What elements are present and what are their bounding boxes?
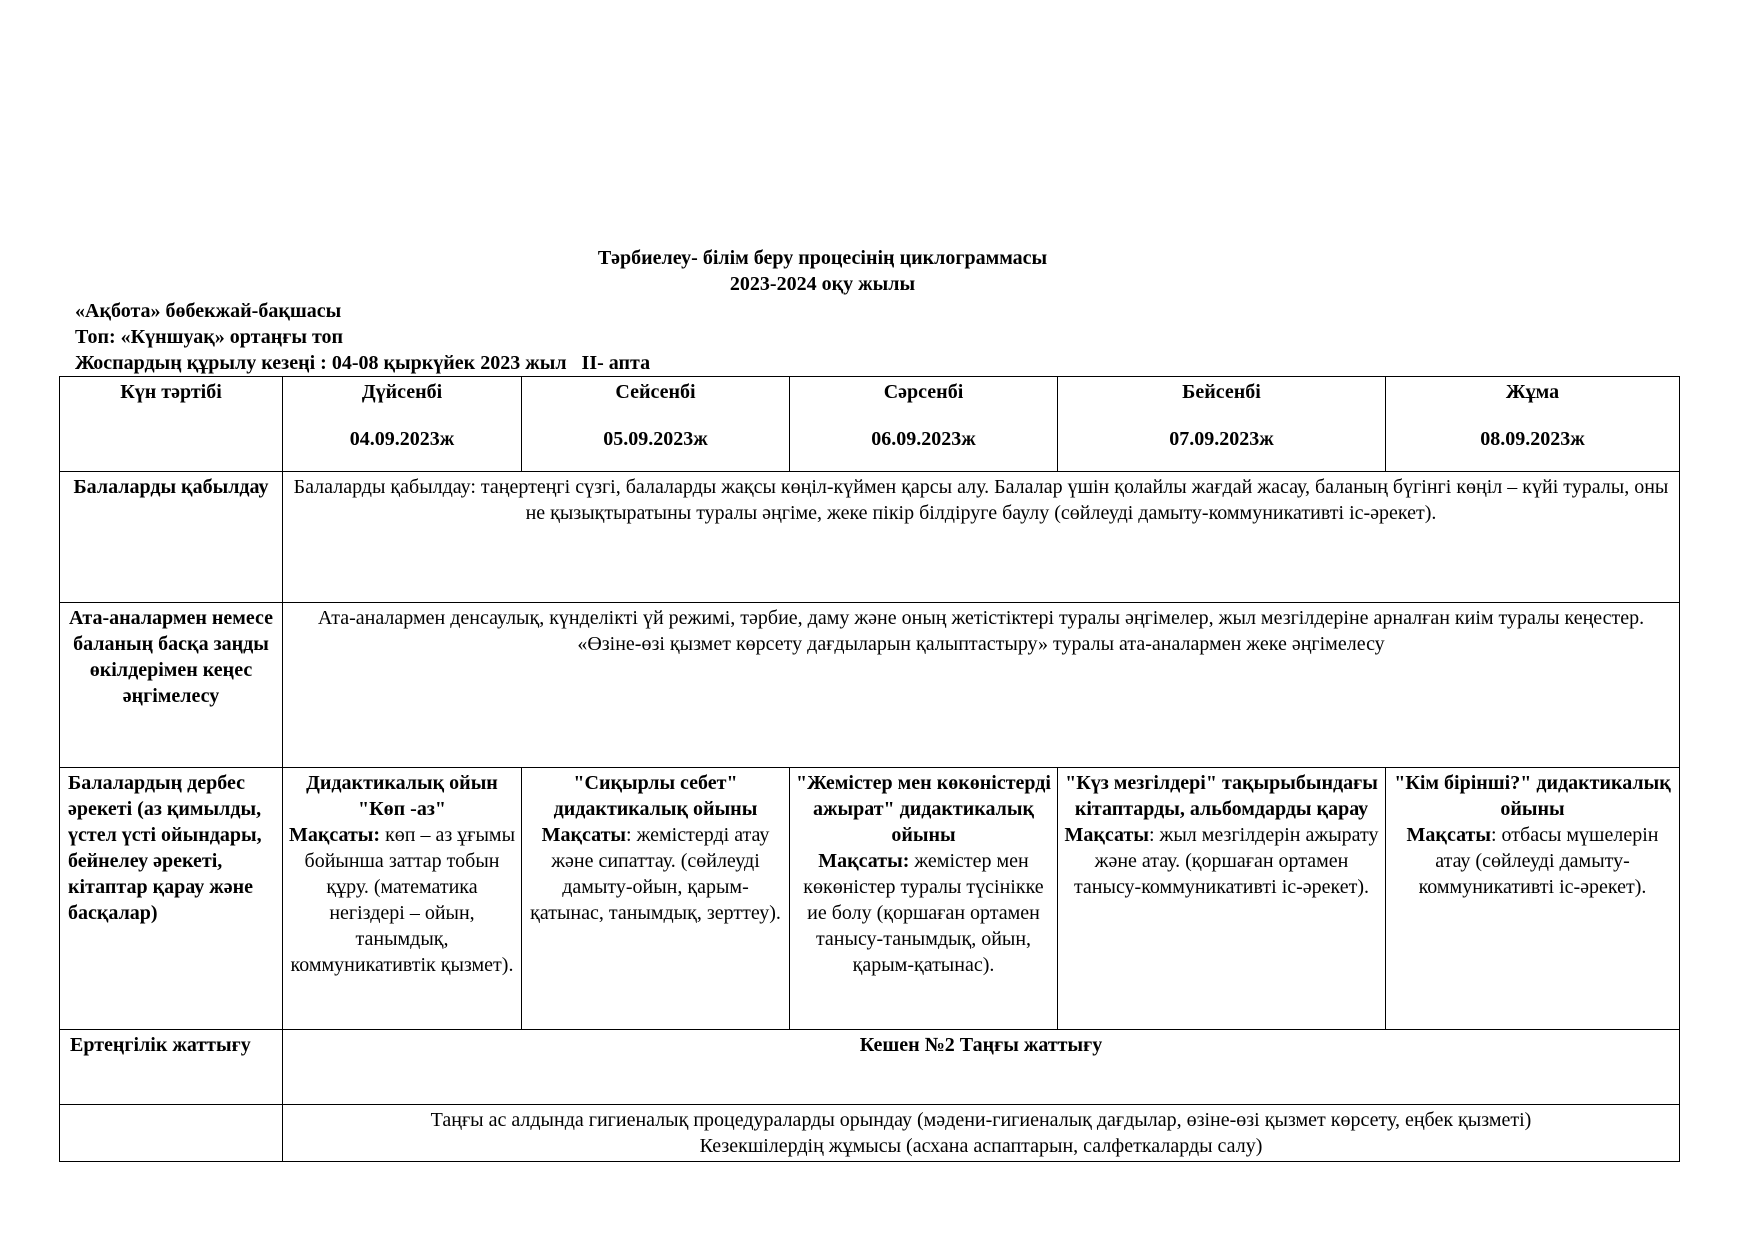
goal-label: Мақсаты <box>1064 824 1149 846</box>
parents-line-2: «Өзіне-өзі қызмет көрсету дағдыларын қалыптастыру» туралы ата-аналармен жеке әңгімелесу <box>577 633 1385 655</box>
academic-year: 2023-2024 оқу жылы <box>729 273 916 295</box>
row-label-parents: Ата-аналармен немесе баланың басқа заңды өкілдерімен кеңес әңгімелесу <box>60 603 283 768</box>
row-exercise <box>60 1030 1680 1105</box>
col-header-schedule: Күн тәртібі <box>60 377 283 472</box>
activity-title: "Сиқырлы себет" дидактикалық ойыны <box>553 772 758 820</box>
activity-goal <box>1062 822 1381 900</box>
goal-text: көп – аз ұғымы бойынша заттар тобын құру. (математика негіздері – ойын, танымдық, коммуникативтік қызмет). <box>290 824 516 976</box>
day-date: 08.09.2023ж <box>1480 428 1585 450</box>
col-header-friday <box>1386 377 1680 472</box>
day-name: Жұма <box>1505 381 1560 403</box>
goal-label: Мақсаты: <box>288 824 381 846</box>
activity-goal <box>526 822 785 926</box>
hygiene-line-1: Таңғы ас алдында гигиеналық процедураларды орындау (мәдени-гигиеналық дағдылар, өзіне-өзі қызмет көрсету, еңбек қызметі) <box>430 1109 1532 1131</box>
row-label-exercise: Ертеңгілік жаттығу <box>60 1030 283 1105</box>
activity-friday <box>1386 768 1680 1030</box>
exercise-content: Кешен №2 Таңғы жаттығу <box>283 1030 1680 1105</box>
row-label-activity: Балалардың дербес әрекеті (аз қимылды, үстел үсті ойындары, бейнелеу әрекеті, кітаптар қарау және басқалар) <box>60 768 283 1030</box>
goal-text: : жемістерді атау және сипаттау. (сөйлеуді дамыту-ойын, қарым-қатынас, танымдық, зерттеу). <box>530 824 781 924</box>
day-name: Сәрсенбі <box>883 381 964 403</box>
col-header-thursday <box>1058 377 1386 472</box>
day-name: Бейсенбі <box>1182 381 1261 403</box>
col-header-monday <box>283 377 522 472</box>
reception-content: Балаларды қабылдау: таңертеңгі сүзгі, балаларды жақсы көңіл-күймен қарсы алу. Балалар үшін қолайлы жағдай жасау, баланың бүгінгі көңіл – күйі туралы, оны не қызықтыратыны туралы әңгіме, жеке пікір білдіруге баулу (сөйлеуді дамыту-коммуникативті іс-әрекет). <box>283 472 1680 603</box>
day-date: 04.09.2023ж <box>349 428 455 450</box>
activity-wednesday <box>790 768 1058 1030</box>
goal-label: Мақсаты: <box>818 850 910 872</box>
activity-goal <box>287 822 517 978</box>
col-header-tuesday <box>522 377 790 472</box>
day-name: Дүйсенбі <box>361 381 443 403</box>
kindergarten-name: «Ақбота» бөбекжай-бақшасы <box>75 300 342 322</box>
parents-line-1: Ата-аналармен денсаулық, күнделікті үй режимі, тәрбие, даму және оның жетістіктері туралы әңгімелер, жыл мезгілдеріне арналған киім туралы кеңестер. <box>317 607 1645 629</box>
activity-title: "Жемістер мен көкөністерді ажырат" дидактикалық ойыны <box>796 772 1051 846</box>
activity-tuesday <box>522 768 790 1030</box>
group-name: Топ: «Күншуақ» ортаңғы топ <box>75 326 344 348</box>
parents-content <box>283 603 1680 768</box>
day-date: 06.09.2023ж <box>871 428 976 450</box>
row-label-hygiene <box>60 1105 283 1162</box>
goal-text: жемістер мен көкөністер туралы түсінікке ие болу (қоршаған ортамен танысу-танымдық, ойын, қарым-қатынас). <box>803 850 1044 976</box>
row-hygiene <box>60 1105 1680 1162</box>
document-title: Тәрбиелеу- білім беру процесінің циклограммасы <box>597 247 1048 269</box>
activity-title: Дидактикалық ойын "Көп -аз" <box>306 772 498 820</box>
day-name: Сейсенбі <box>615 381 696 403</box>
goal-label: Мақсаты <box>1406 824 1491 846</box>
goal-label: Мақсаты <box>541 824 627 846</box>
activity-monday <box>283 768 522 1030</box>
activity-goal <box>1390 822 1675 900</box>
goal-text: : жыл мезгілдерін ажырату және атау. (қоршаған ортамен танысу-коммуникативті іс-әрекет). <box>1073 824 1379 898</box>
header-row <box>60 377 1680 472</box>
day-date: 05.09.2023ж <box>603 428 708 450</box>
activity-title: "Күз мезгілдері" тақырыбындағы кітаптарды, альбомдарды қарау <box>1065 772 1378 820</box>
plan-period: Жоспардың құрылу кезеңі : 04-08 қыркүйек 2023 жыл ІІ- апта <box>75 352 651 374</box>
day-date: 07.09.2023ж <box>1169 428 1274 450</box>
row-label-reception: Балаларды қабылдау <box>60 472 283 603</box>
activity-goal <box>794 848 1053 978</box>
col-header-wednesday <box>790 377 1058 472</box>
schedule-table <box>59 376 1680 1162</box>
activity-thursday <box>1058 768 1386 1030</box>
row-reception <box>60 472 1680 603</box>
hygiene-line-2: Кезекшілердің жұмысы (асхана аспаптарын, салфеткаларды салу) <box>699 1135 1263 1157</box>
goal-text: : отбасы мүшелерін атау (сөйлеуді дамыту-коммуникативті іс-әрекет). <box>1418 824 1659 898</box>
hygiene-content <box>283 1105 1680 1162</box>
row-parents <box>60 603 1680 768</box>
row-activity <box>60 768 1680 1030</box>
activity-title: "Кім бірінші?" дидактикалық ойыны <box>1394 772 1671 820</box>
